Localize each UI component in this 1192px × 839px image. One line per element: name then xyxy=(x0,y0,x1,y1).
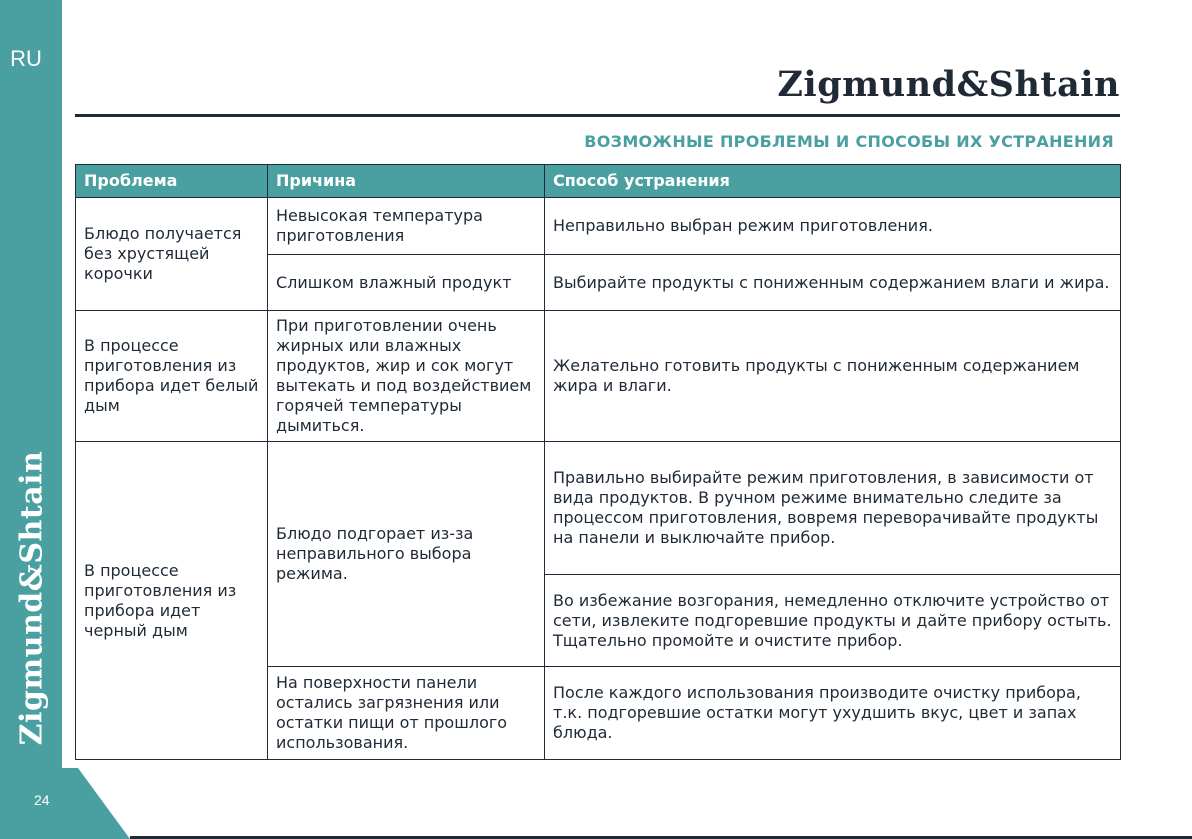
problem-cell: В процессе приготовления из прибора идет белый дым xyxy=(76,311,268,442)
solution-cell: Правильно выбирайте режим приготовления, в зависимости от вида продуктов. В ручном режиме внимательно следите за процессом приготовления, вовремя переворачивайте продукты на панели и выключайте прибор. xyxy=(545,442,1121,575)
header-cause: Причина xyxy=(268,165,545,198)
solution-cell: Желательно готовить продукты с пониженным содержанием жира и влаги. xyxy=(545,311,1121,442)
language-label: RU xyxy=(10,46,42,71)
solution-cell: Во избежание возгорания, немедленно отключите устройство от сети, извлеките подгоревшие продукты и дайте прибору остыть. Тщательно промойте и очистите прибор. xyxy=(545,575,1121,667)
page-corner-tab xyxy=(0,768,130,839)
troubleshooting-table xyxy=(75,164,1121,760)
problem-cell: В процессе приготовления из прибора идет черный дым xyxy=(76,442,268,760)
section-title: ВОЗМОЖНЫЕ ПРОБЛЕМЫ И СПОСОБЫ ИХ УСТРАНЕНИЯ xyxy=(584,132,1114,151)
solution-cell: Выбирайте продукты с пониженным содержанием влаги и жира. xyxy=(545,255,1121,311)
cause-cell: Невысокая температура приготовления xyxy=(268,198,545,255)
page-number: 24 xyxy=(34,792,50,808)
problem-cell: Блюдо получается без хрустящей корочки xyxy=(76,198,268,311)
sidebar-logo: Zigmund&Shtain xyxy=(14,450,50,746)
table-row xyxy=(76,442,1121,575)
table-row xyxy=(76,198,1121,255)
solution-cell: После каждого использования производите очистку прибора, т.к. подгоревшие остатки могут ухудшить вкус, цвет и запах блюда. xyxy=(545,667,1121,760)
table-row xyxy=(76,311,1121,442)
cause-cell: При приготовлении очень жирных или влажных продуктов, жир и сок могут вытекать и под воздействием горячей температуры дымиться. xyxy=(268,311,545,442)
header-solution: Способ устранения xyxy=(545,165,1121,198)
brand-logo: Zigmund&Shtain xyxy=(777,64,1120,105)
cause-cell: На поверхности панели остались загрязнения или остатки пищи от прошлого использования. xyxy=(268,667,545,760)
header-divider xyxy=(75,114,1120,117)
table-header-row xyxy=(76,165,1121,198)
solution-cell: Неправильно выбран режим приготовления. xyxy=(545,198,1121,255)
header-problem: Проблема xyxy=(76,165,268,198)
cause-cell: Слишком влажный продукт xyxy=(268,255,545,311)
cause-cell: Блюдо подгорает из-за неправильного выбора режима. xyxy=(268,442,545,667)
